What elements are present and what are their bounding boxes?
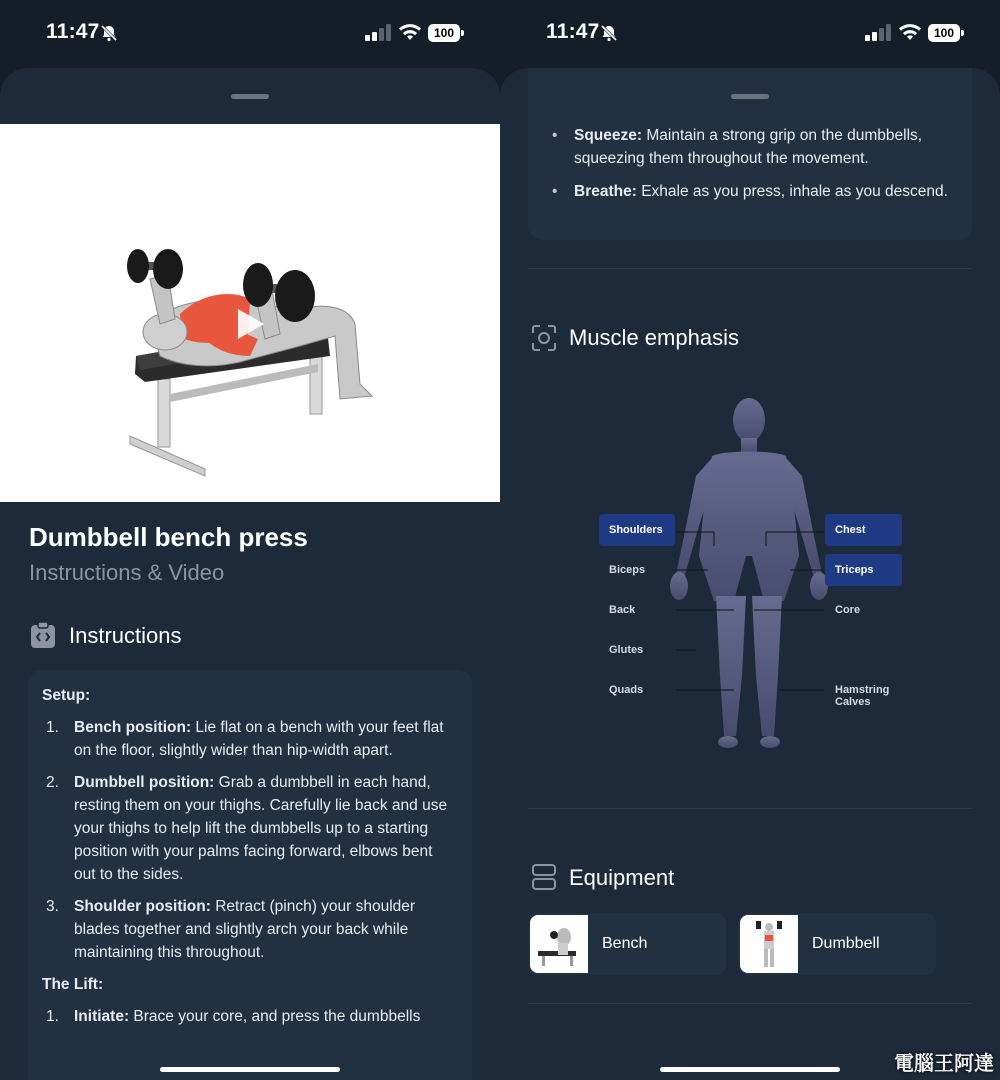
- wifi-icon: [898, 22, 922, 42]
- exercise-title: Dumbbell bench press: [29, 522, 308, 552]
- muscle-label-back: Back: [609, 604, 636, 616]
- bench-thumbnail: [530, 915, 588, 973]
- equipment-label: Dumbbell: [812, 935, 880, 952]
- equipment-icon: [531, 863, 557, 891]
- battery-icon: [428, 24, 464, 42]
- setup-list: [42, 716, 458, 964]
- muscle-label-biceps: Biceps: [609, 564, 646, 576]
- muscle-label-hamstring: Hamstring: [835, 684, 890, 696]
- divider: [528, 808, 972, 809]
- focus-scan-icon: [531, 324, 557, 352]
- sheet-grabber[interactable]: [731, 94, 769, 99]
- status-bar: [500, 0, 1000, 68]
- muscle-label-calves: Calves: [835, 696, 871, 708]
- bell-off-icon: [600, 24, 618, 42]
- muscle-label-quads: Quads: [609, 684, 644, 696]
- equipment-card-bench[interactable]: [528, 913, 726, 975]
- lift-list: [42, 1005, 458, 1028]
- lift-heading: The Lift:: [42, 976, 104, 993]
- watermark: 電腦王阿達: [894, 1053, 994, 1075]
- status-time: 11:47: [546, 20, 600, 43]
- equipment-card-dumbbell[interactable]: [738, 913, 936, 975]
- home-indicator[interactable]: [160, 1067, 340, 1072]
- exercise-sheet: [0, 68, 500, 1080]
- battery-icon: [928, 24, 964, 42]
- list-item: 2. Dumbbell position: Grab a dumbbell in each hand, resting them on your thighs. Carefully lie back and use your thighs to help lift the dumbbells up to a starting position with your palms facing forward, elbows bent out to the sides.: [46, 774, 448, 883]
- wifi-icon: [398, 22, 422, 42]
- exercise-sheet: [500, 68, 1000, 1080]
- muscle-label-glutes: Glutes: [609, 644, 644, 656]
- status-time: 11:47: [46, 20, 100, 43]
- instructions-card: [28, 670, 472, 1080]
- cellular-signal-icon: [864, 24, 892, 42]
- divider: [528, 1003, 972, 1004]
- right-screen: [500, 0, 1000, 1080]
- equipment-heading: Equipment: [569, 865, 675, 890]
- setup-heading: Setup:: [42, 687, 91, 704]
- exercise-subtitle: Instructions & Video: [29, 560, 225, 585]
- muscle-label-core: Core: [835, 604, 861, 616]
- clipboard-code-icon: [30, 621, 56, 649]
- cellular-signal-icon: [364, 24, 392, 42]
- divider: [528, 268, 972, 269]
- status-bar: [0, 0, 500, 68]
- equipment-label: Bench: [602, 935, 648, 952]
- muscle-emphasis-heading: Muscle emphasis: [569, 325, 739, 350]
- list-item: • Squeeze: Maintain a strong grip on the dumbbells, squeezing them throughout the movement.: [552, 127, 923, 167]
- list-item: • Breathe: Exhale as you press, inhale as you descend.: [552, 183, 948, 200]
- bell-off-icon: [100, 24, 118, 42]
- muscle-label-shoulders: Shoulders: [599, 514, 675, 546]
- instructions-heading: Instructions: [69, 623, 182, 648]
- dumbbell-thumbnail: [740, 915, 798, 973]
- sheet-grabber[interactable]: [231, 94, 269, 99]
- exercise-video[interactable]: [0, 124, 500, 502]
- list-item: 3. Shoulder position: Retract (pinch) your shoulder blades together and slightly arch your back while maintaining this throughout.: [46, 898, 416, 961]
- battery-level: 100: [928, 24, 960, 42]
- list-item: 1. Initiate: Brace your core, and press the dumbbells: [46, 1008, 421, 1025]
- muscle-label-chest: Chest: [825, 514, 902, 546]
- home-indicator[interactable]: [660, 1067, 840, 1072]
- list-item: 1. Bench position: Lie flat on a bench with your feet flat on the floor, slightly wider than hip-width apart.: [46, 719, 444, 759]
- battery-level: 100: [428, 24, 460, 42]
- tips-list: [542, 124, 958, 203]
- muscle-label-triceps: Triceps: [825, 554, 902, 586]
